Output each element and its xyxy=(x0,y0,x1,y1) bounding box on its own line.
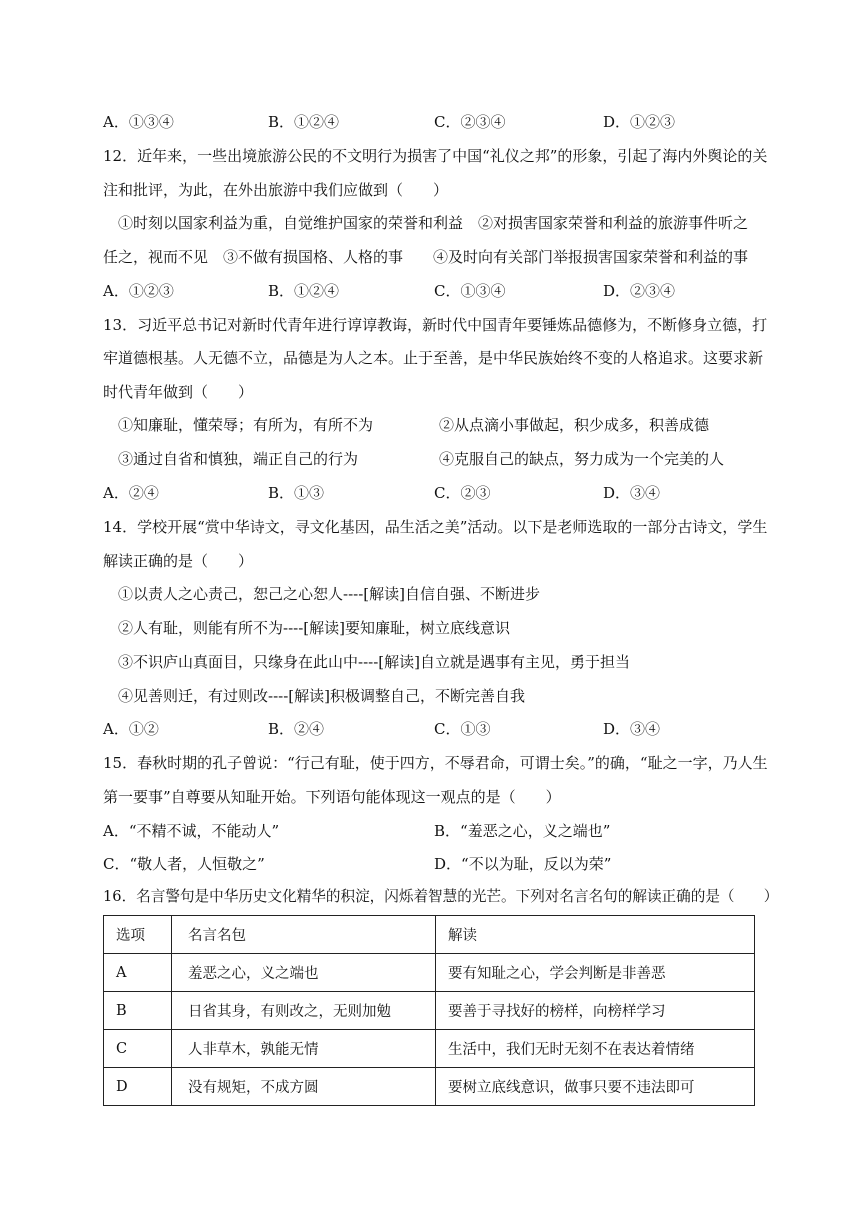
q15-stem-line-2: 第一要事”自尊要从知耻开始。下列语句能体现这一观点的是（ ） xyxy=(103,788,561,806)
table-row xyxy=(104,1068,755,1106)
table-cell-interpretation: 要善于寻找好的榜样，向榜样学习 xyxy=(436,992,755,1030)
q15-option-b: B．“羞恶之心，义之端也” xyxy=(434,822,611,840)
table-cell-quote: 羞恶之心，义之端也 xyxy=(172,954,436,992)
q11-option-b: B．①②④ xyxy=(268,113,340,131)
q14-statement-2: ②人有耻，则能有所不为----[解读]要知廉耻，树立底线意识 xyxy=(118,619,510,637)
q15-option-c: C．“敬人者，人恒敬之” xyxy=(103,855,265,873)
table-cell-interpretation: 要树立底线意识，做事只要不违法即可 xyxy=(436,1068,755,1106)
q12-statement-line-1: ①时刻以国家利益为重，自觉维护国家的荣誉和利益 ②对损害国家荣誉和利益的旅游事件听之 xyxy=(118,214,749,232)
q14-stem-line-1: 14．学校开展“赏中华诗文，寻文化基因，品生活之美”活动。以下是老师选取的一部分古诗文，学生 xyxy=(103,518,768,536)
q12-stem-line-2: 注和批评，为此，在外出旅游中我们应做到（ ） xyxy=(103,181,449,199)
q12-option-d: D．②③④ xyxy=(603,282,676,300)
q11-option-a: A．①③④ xyxy=(103,113,174,131)
q11-option-d: D．①②③ xyxy=(603,113,676,131)
table-header-option: 选项 xyxy=(104,916,172,954)
table-row xyxy=(104,1030,755,1068)
table-cell-interpretation: 要有知耻之心，学会判断是非善恶 xyxy=(436,954,755,992)
table-header-quote: 名言名包 xyxy=(172,916,436,954)
q13-option-c: C．②③ xyxy=(434,484,491,502)
q14-option-b: B．②④ xyxy=(268,720,325,738)
q14-statement-4: ④见善则迁，有过则改----[解读]积极调整自己，不断完善自我 xyxy=(118,687,525,705)
table-cell-option: A xyxy=(104,954,172,992)
q14-option-a: A．①② xyxy=(103,720,159,738)
q13-stem-line-1: 13．习近平总书记对新时代青年进行谆谆教诲，新时代中国青年要锤炼品德修为，不断修身立德，打 xyxy=(103,316,768,334)
q11-option-c: C．②③④ xyxy=(434,113,506,131)
q13-option-d: D．③④ xyxy=(603,484,661,502)
q13-stem-line-2: 牢道德根基。人无德不立，品德是为人之本。止于至善，是中华民族始终不变的人格追求。这要求新 xyxy=(103,349,764,367)
table-header-interpretation: 解读 xyxy=(436,916,755,954)
q14-stem-line-2: 解读正确的是（ ） xyxy=(103,552,254,570)
q15-option-d: D．“不以为耻，反以为荣” xyxy=(434,855,612,873)
q13-statement-3: ③通过自省和慎独，端正自己的行为 xyxy=(118,450,359,468)
table-cell-option: C xyxy=(104,1030,172,1068)
q12-stem-line-1: 12．近年来，一些出境旅游公民的不文明行为损害了中国“礼仪之邦”的形象，引起了海内外舆论的关 xyxy=(103,147,768,165)
table-cell-quote: 人非草木，孰能无情 xyxy=(172,1030,436,1068)
q15-option-a: A．“不精不诚，不能动人” xyxy=(103,822,280,840)
q16-stem: 16．名言警句是中华历史文化精华的积淀，闪烁着智慧的光芒。下列对名言名句的解读正确的是（ ） xyxy=(103,888,779,905)
q15-stem-line-1: 15．春秋时期的孔子曾说：“行己有耻，使于四方，不辱君命，可谓士矣。”的确，“耻之一字，乃人生 xyxy=(103,754,768,772)
q12-option-a: A．①②③ xyxy=(103,282,174,300)
table-cell-option: B xyxy=(104,992,172,1030)
q12-statement-line-2: 任之，视而不见 ③不做有损国格、人格的事 ④及时向有关部门举报损害国家荣誉和利益的事 xyxy=(103,248,749,266)
q13-statement-2: ②从点滴小事做起，积少成多，积善成德 xyxy=(439,416,710,434)
q12-option-b: B．①②④ xyxy=(268,282,340,300)
table-row xyxy=(104,992,755,1030)
table-cell-quote: 日省其身，有则改之，无则加勉 xyxy=(172,992,436,1030)
table-cell-option: D xyxy=(104,1068,172,1106)
q16-table xyxy=(103,915,755,1106)
table-row xyxy=(104,954,755,992)
q14-option-d: D．③④ xyxy=(603,720,661,738)
q13-statement-4: ④克服自己的缺点，努力成为一个完美的人 xyxy=(439,450,725,468)
q13-option-b: B．①③ xyxy=(268,484,325,502)
q13-stem-line-3: 时代青年做到（ ） xyxy=(103,383,254,401)
table-header-row xyxy=(104,916,755,954)
q14-statement-3: ③不识庐山真面目，只缘身在此山中----[解读]自立就是遇事有主见，勇于担当 xyxy=(118,653,630,671)
table-cell-interpretation: 生活中，我们无时无刻不在表达着情绪 xyxy=(436,1030,755,1068)
q14-option-c: C．①③ xyxy=(434,720,491,738)
q13-statement-1: ①知廉耻，懂荣辱；有所为，有所不为 xyxy=(118,416,374,434)
q12-option-c: C．①③④ xyxy=(434,282,506,300)
q13-option-a: A．②④ xyxy=(103,484,159,502)
q14-statement-1: ①以责人之心责己，恕己之心恕人----[解读]自信自强、不断进步 xyxy=(118,585,540,603)
table-cell-quote: 没有规矩，不成方圆 xyxy=(172,1068,436,1106)
